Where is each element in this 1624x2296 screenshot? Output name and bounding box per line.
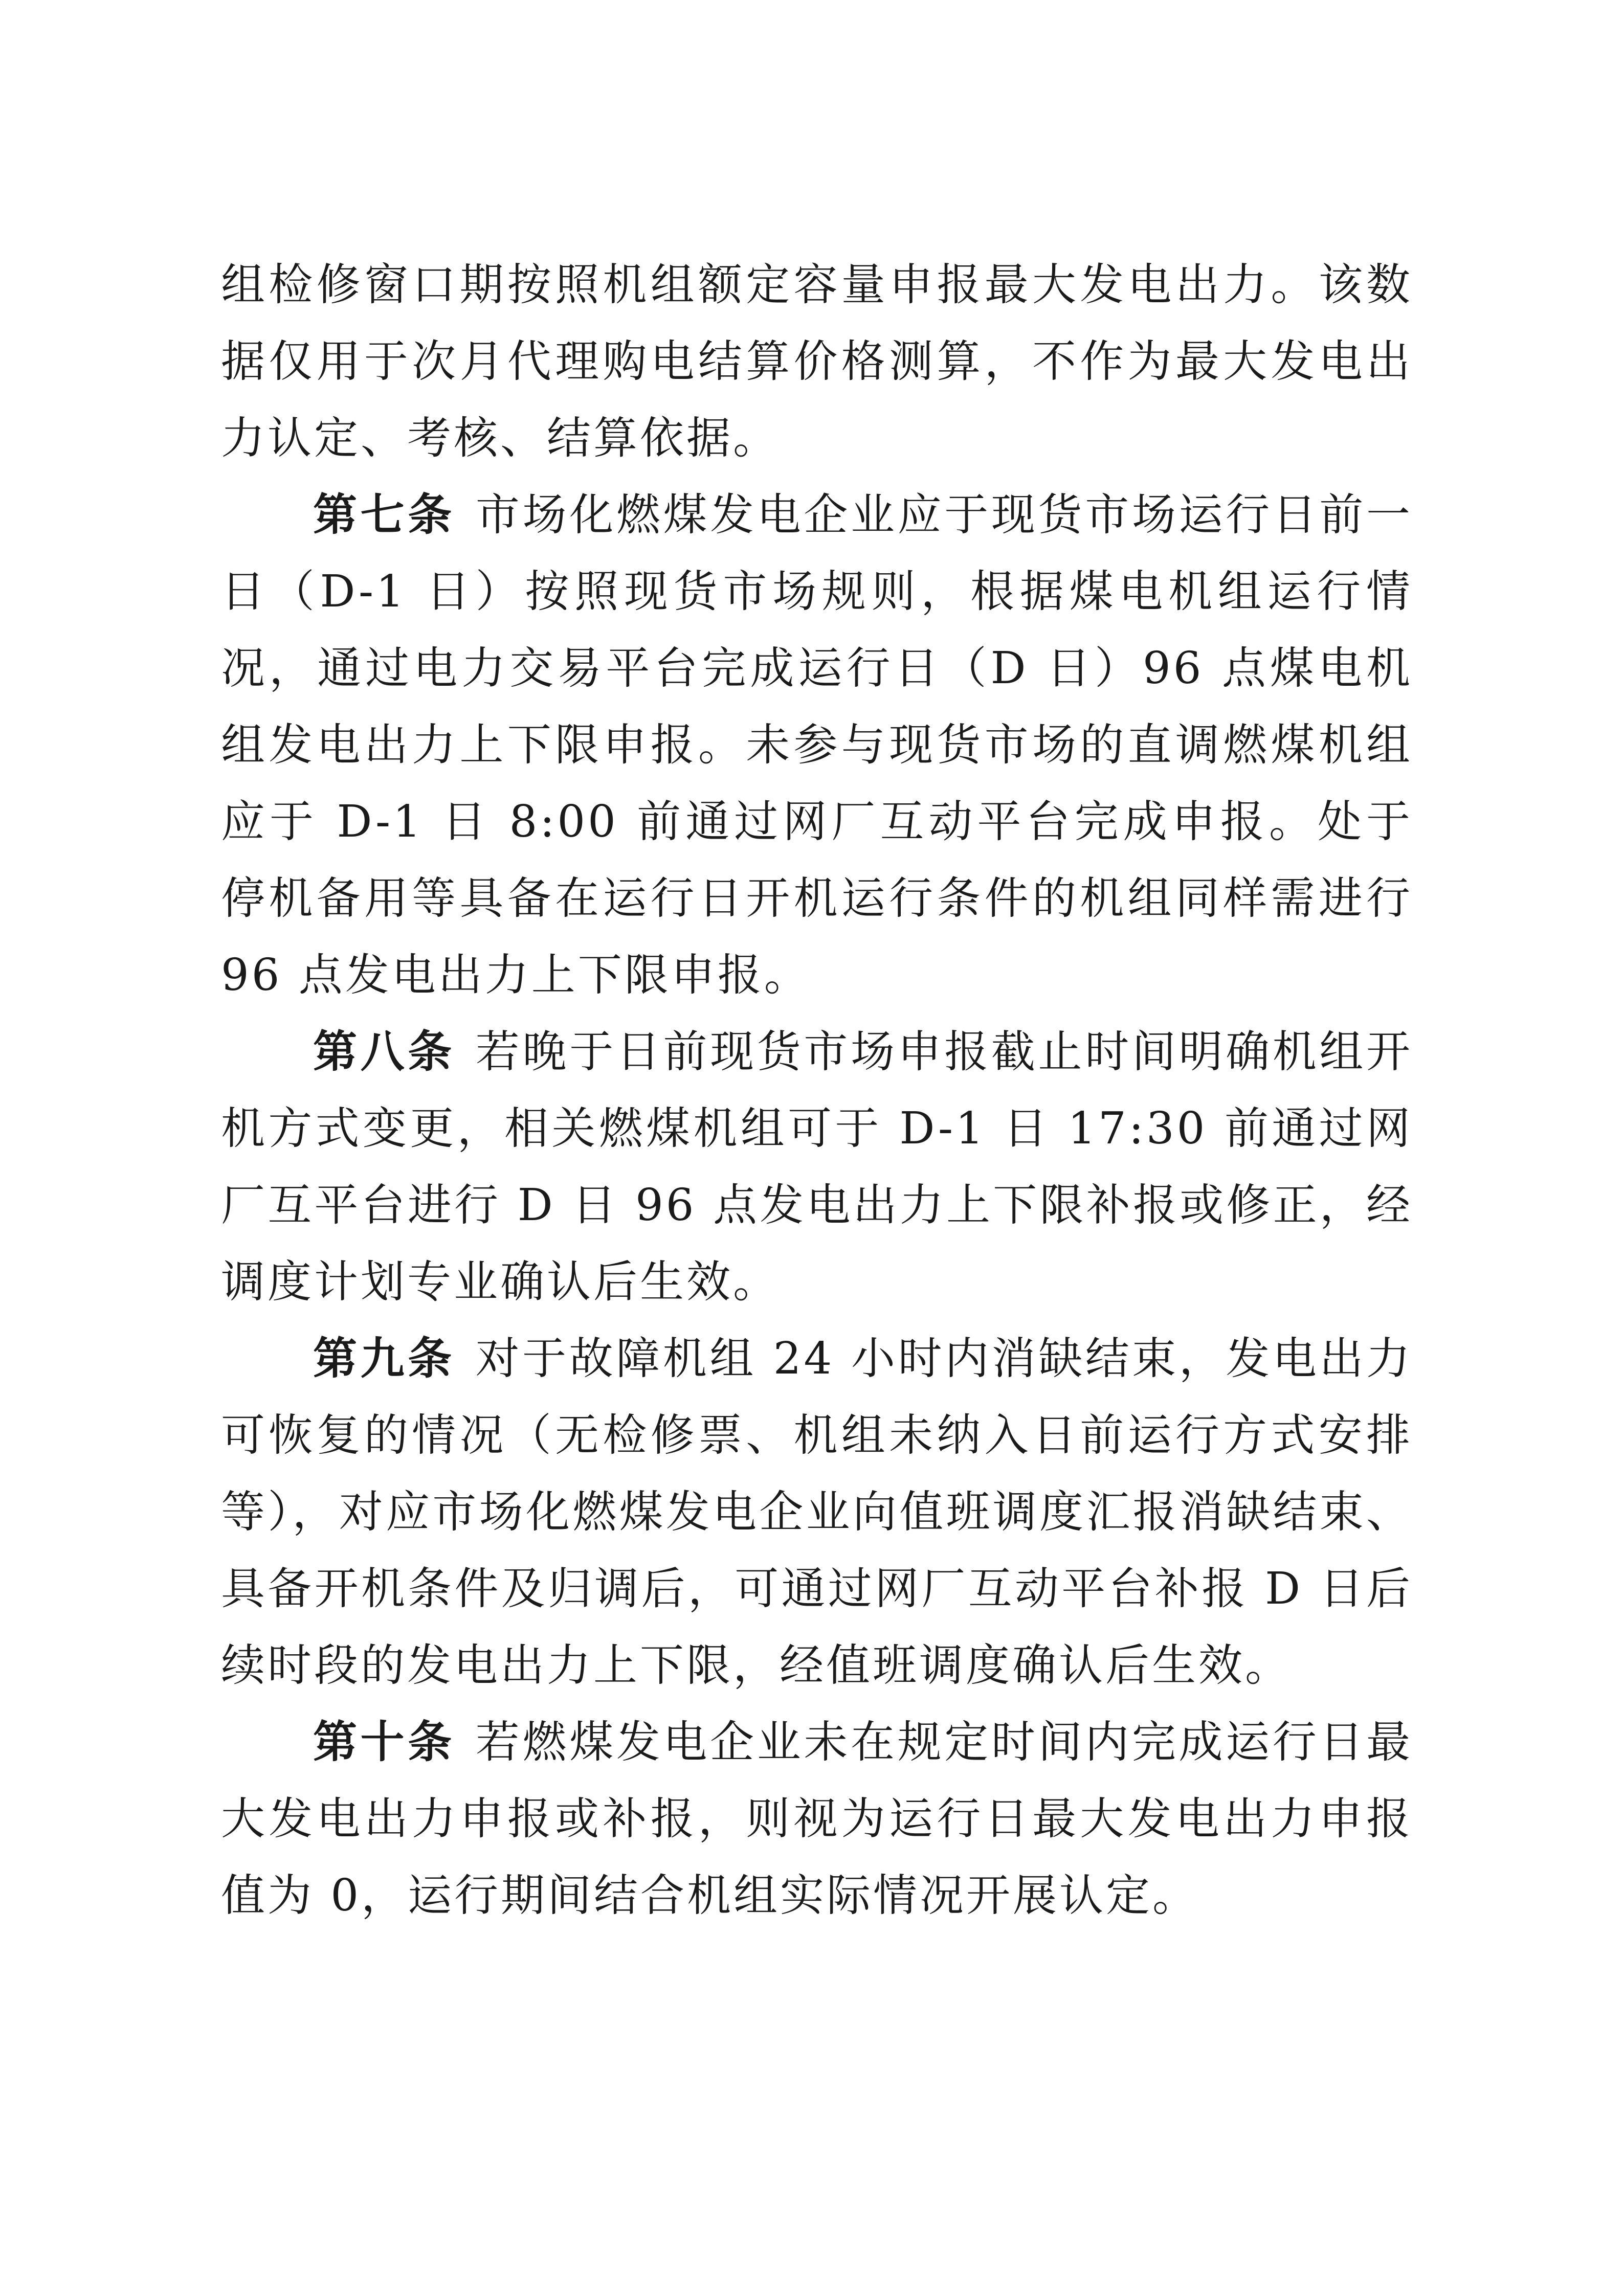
paragraph-text: 若晚于日前现货市场申报截止时间明确机组开机方式变更，相关燃煤机组可于 D-1 日 17:30 前通过网厂互平台进行 D 日 96 点发电出力上下限补报或修正，经调度计划专业确认后生效。: [221, 1026, 1413, 1308]
article-9-paragraph: [221, 1320, 1413, 1704]
article-8-paragraph: [221, 1014, 1413, 1320]
paragraph-text: 市场化燃煤发电企业应于现货市场运行日前一日（D-1 日）按照现货市场规则，根据煤电机组运行情况，通过电力交易平台完成运行日（D 日）96 点煤电机组发电出力上下限申报。未参与现货市场的直调燃煤机组应于 D-1 日 8:00 前通过网厂互动平台完成申报。处于停机备用等具备在运行日开机运行条件的机组同样需进行 96 点发电出力上下限申报。: [221, 489, 1413, 1001]
article-10-paragraph: [221, 1704, 1413, 1934]
paragraph-text: 若燃煤发电企业未在规定时间内完成运行日最大发电出力申报或补报，则视为运行日最大发电出力申报值为 0，运行期间结合机组实际情况开展认定。: [221, 1717, 1413, 1921]
article-number: 第十条: [313, 1717, 455, 1768]
paragraph-text: 对于故障机组 24 小时内消缺结束，发电出力可恢复的情况（无检修票、机组未纳入日前运行方式安排等），对应市场化燃煤发电企业向值班调度汇报消缺结束、具备开机条件及归调后，可通过网厂互动平台补报 D 日后续时段的发电出力上下限，经值班调度确认后生效。: [221, 1333, 1413, 1691]
document-body: [221, 246, 1413, 1934]
article-7-paragraph: [221, 477, 1413, 1014]
paragraph-text: 组检修窗口期按照机组额定容量申报最大发电出力。该数据仅用于次月代理购电结算价格测算，不作为最大发电出力认定、考核、结算依据。: [221, 259, 1413, 464]
paragraph-continuation: [221, 246, 1413, 477]
article-number: 第九条: [313, 1333, 455, 1384]
article-number: 第八条: [313, 1026, 455, 1077]
article-number: 第七条: [313, 489, 455, 541]
